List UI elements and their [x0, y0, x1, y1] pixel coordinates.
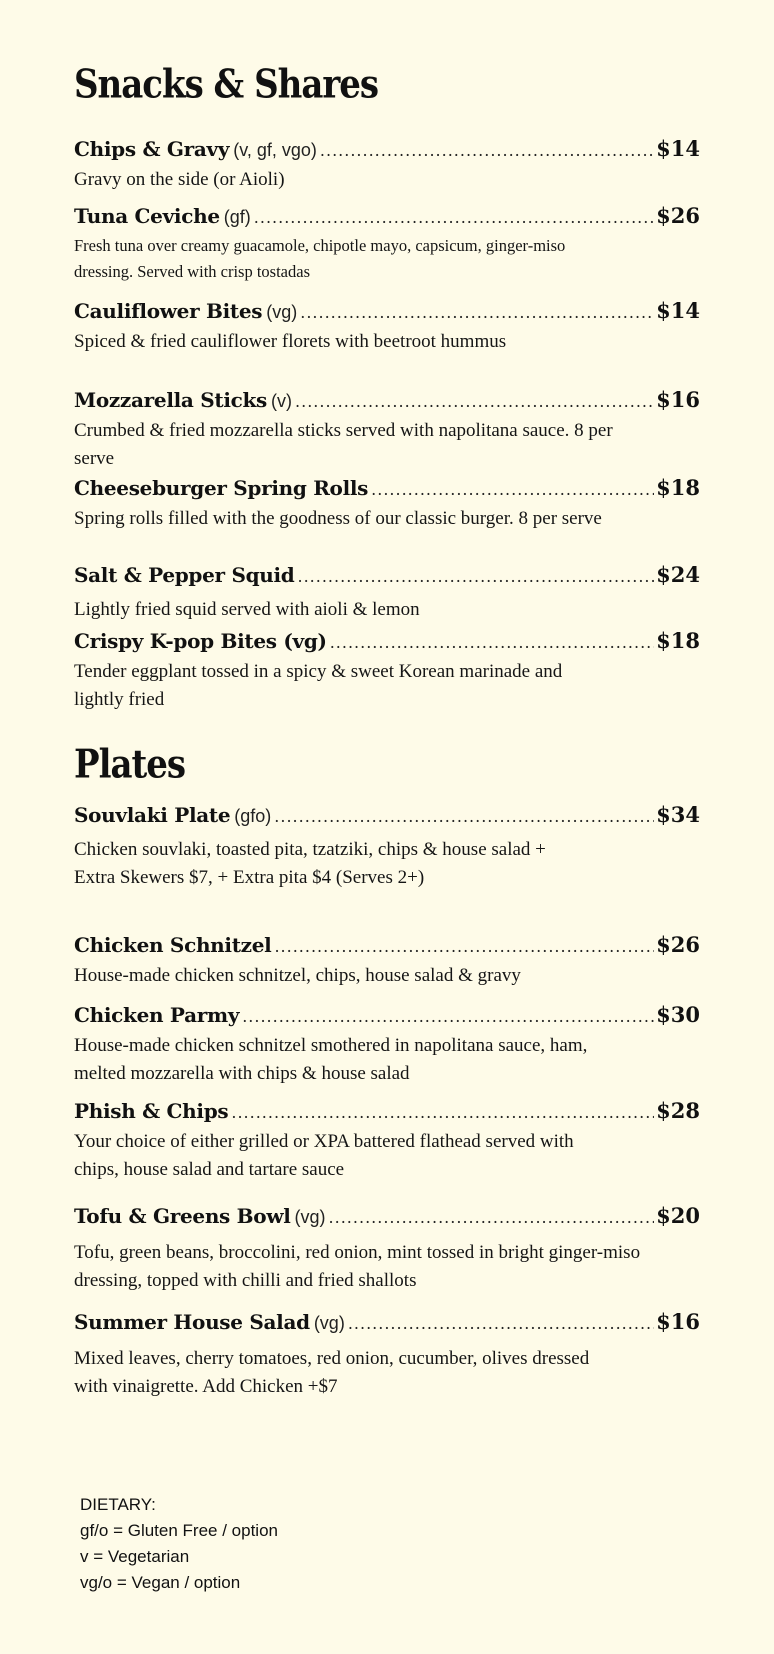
- item-description: Lightly fried squid served with aioli & lemon: [74, 599, 420, 620]
- item-price: $18: [656, 475, 700, 500]
- item-price: $18: [656, 628, 700, 653]
- item-tags: (vg): [266, 302, 298, 322]
- item-name: Cheeseburger Spring Rolls: [74, 476, 369, 500]
- item-price: $14: [656, 136, 700, 161]
- item-price: $16: [656, 387, 700, 412]
- item-name: Crispy K-pop Bites (vg): [74, 629, 327, 653]
- item-name: Mozzarella Sticks: [74, 388, 268, 412]
- dietary-heading: DIETARY:: [80, 1495, 156, 1514]
- dot-leader: [254, 208, 654, 227]
- dietary-line: vg/o = Vegan / option: [80, 1573, 241, 1592]
- menu-item: [74, 1203, 700, 1295]
- dot-leader: [330, 633, 654, 652]
- dot-leader: [295, 392, 654, 411]
- item-name: Chicken Parmy: [74, 1003, 240, 1027]
- item-name: Phish & Chips: [74, 1099, 229, 1123]
- item-price: $26: [656, 932, 700, 957]
- item-name: Tuna Ceviche: [74, 204, 220, 228]
- dot-leader: [242, 1007, 654, 1026]
- dot-leader: [231, 1103, 654, 1122]
- dot-leader: [329, 1208, 655, 1227]
- menu-item: [74, 475, 700, 533]
- section-title-snacks: Snacks & Shares: [74, 62, 379, 108]
- menu-item: [74, 802, 700, 892]
- dietary-line: gf/o = Gluten Free / option: [80, 1521, 278, 1540]
- item-name: Souvlaki Plate: [74, 803, 231, 827]
- item-name: Chips & Gravy: [74, 137, 230, 161]
- item-description: Tender eggplant tossed in a spicy & sweet Korean marinade and lightly fried: [74, 661, 563, 710]
- item-tags: (gf): [223, 207, 251, 227]
- item-description: Chicken souvlaki, toasted pita, tzatziki, chips & house salad + Extra Skewers $7, + Extra pita $4 (Serves 2+): [74, 839, 546, 888]
- item-description: House-made chicken schnitzel smothered in napolitana sauce, ham, melted mozzarella with chips & house salad: [74, 1035, 588, 1084]
- menu-item: [74, 1002, 700, 1088]
- item-tags: (vg): [294, 1207, 326, 1227]
- menu-item: [74, 1098, 700, 1184]
- item-description: Mixed leaves, cherry tomatoes, red onion, cucumber, olives dressed with vinaigrette. Add Chicken +$7: [74, 1348, 590, 1397]
- menu-item: [74, 136, 700, 194]
- item-price: $20: [656, 1203, 700, 1228]
- item-description: Fresh tuna over creamy guacamole, chipotle mayo, capsicum, ginger-miso dressing. Served with crisp tostadas: [74, 236, 566, 281]
- item-price: $16: [656, 1309, 700, 1334]
- item-name: Summer House Salad: [74, 1310, 310, 1334]
- item-description: House-made chicken schnitzel, chips, house salad & gravy: [74, 965, 521, 986]
- item-description: Tofu, green beans, broccolini, red onion, mint tossed in bright ginger-miso dressing, topped with chilli and fried shallots: [74, 1242, 641, 1291]
- dot-leader: [298, 567, 655, 586]
- item-price: $26: [656, 203, 700, 228]
- item-tags: (vg): [313, 1313, 345, 1333]
- item-name: Tofu & Greens Bowl: [74, 1204, 291, 1228]
- item-description: Spiced & fried cauliflower florets with beetroot hummus: [74, 331, 507, 352]
- dietary-legend: [80, 1492, 278, 1596]
- dot-leader: [320, 141, 654, 160]
- item-tags: (v): [271, 391, 293, 411]
- item-price: $30: [656, 1002, 700, 1027]
- dot-leader: [274, 937, 654, 956]
- dot-leader: [371, 480, 654, 499]
- menu-item: [74, 562, 700, 624]
- item-name: Cauliflower Bites: [74, 299, 263, 323]
- item-price: $14: [656, 298, 700, 323]
- item-name: Chicken Schnitzel: [74, 933, 272, 957]
- item-description: Spring rolls filled with the goodness of our classic burger. 8 per serve: [74, 508, 602, 529]
- dot-leader: [300, 303, 654, 322]
- menu-item: [74, 628, 700, 714]
- dot-leader: [274, 807, 654, 826]
- dietary-line: v = Vegetarian: [80, 1547, 190, 1566]
- item-price: $28: [656, 1098, 700, 1123]
- item-description: Crumbed & fried mozzarella sticks served with napolitana sauce. 8 per serve: [74, 420, 613, 469]
- item-price: $24: [656, 562, 700, 587]
- item-description: Gravy on the side (or Aioli): [74, 169, 285, 190]
- dot-leader: [348, 1314, 654, 1333]
- item-tags: (v, gf, vgo): [233, 140, 317, 160]
- item-description: Your choice of either grilled or XPA battered flathead served with chips, house salad and tartare sauce: [74, 1131, 574, 1180]
- menu-item: [74, 1309, 700, 1401]
- menu-item: [74, 932, 700, 990]
- item-tags: (gfo): [234, 806, 272, 826]
- item-name: Salt & Pepper Squid: [74, 563, 295, 587]
- item-price: $34: [656, 802, 700, 827]
- section-title-plates: Plates: [74, 742, 185, 788]
- menu-item: [74, 298, 700, 356]
- menu-item: [74, 203, 700, 285]
- menu-item: [74, 387, 700, 473]
